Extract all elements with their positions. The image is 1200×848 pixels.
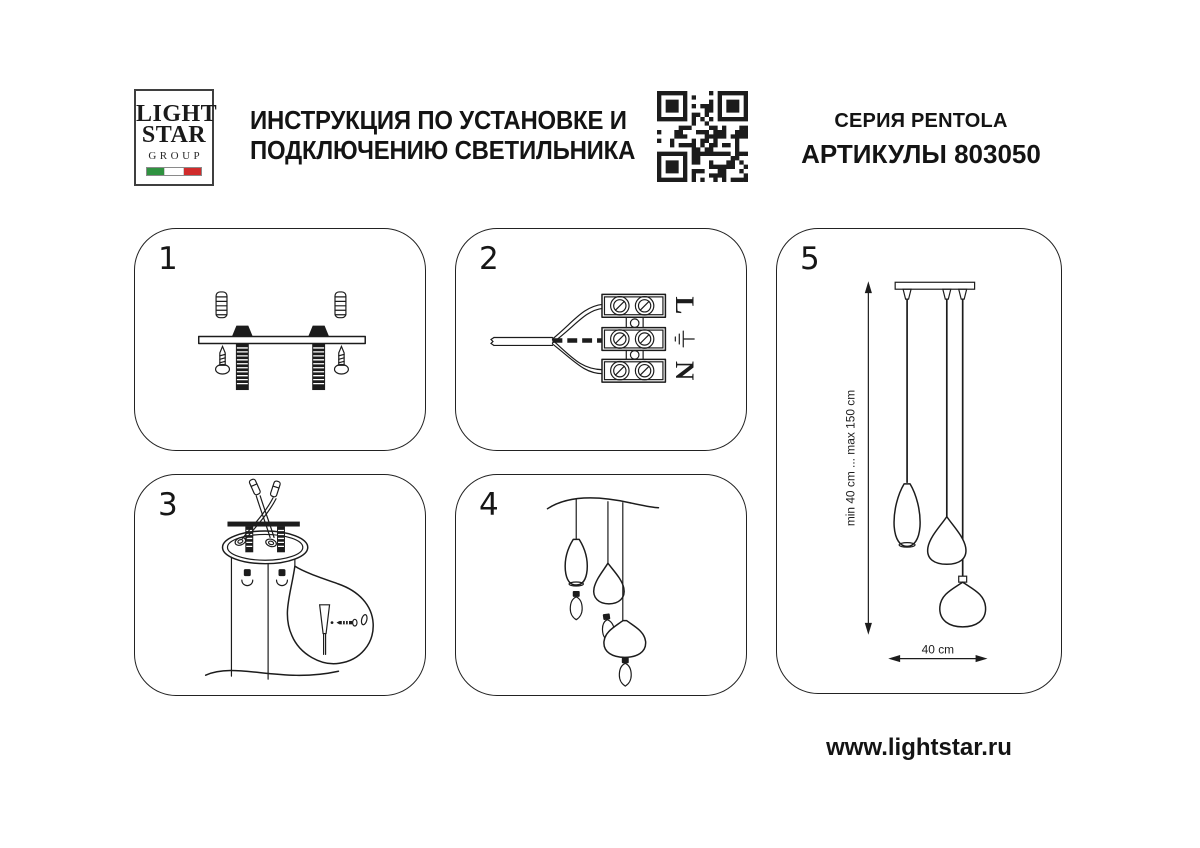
step-1-number: 1 bbox=[158, 241, 178, 277]
bulb-icon bbox=[570, 591, 582, 620]
website-url: www.lightstar.ru bbox=[826, 734, 1012, 761]
step-3-number: 3 bbox=[158, 487, 178, 523]
crimp-connector-icon bbox=[270, 480, 281, 497]
width-label: 40 cm bbox=[921, 642, 955, 657]
series-name: СЕРИЯ PENTOLA bbox=[834, 110, 1008, 132]
logo-group-text: GROUP bbox=[148, 150, 204, 162]
wire-line bbox=[552, 308, 603, 343]
italian-flag-icon bbox=[146, 167, 202, 176]
terminal-block-diagram bbox=[456, 229, 746, 450]
cord-lock-icon bbox=[242, 569, 253, 585]
shade-teardrop bbox=[928, 517, 966, 565]
shade-teardrop bbox=[594, 563, 624, 604]
bulb-icon bbox=[619, 657, 631, 686]
supply-cable bbox=[491, 338, 552, 346]
qr-code bbox=[657, 91, 748, 182]
shade-onion bbox=[940, 582, 986, 627]
terminal-row bbox=[602, 328, 665, 351]
title-line-2: ПОДКЛЮЧЕНИЮ СВЕТИЛЬНИКА bbox=[250, 135, 636, 165]
page-title bbox=[250, 105, 635, 165]
wall-plug-icon bbox=[335, 292, 346, 318]
line-label: L bbox=[670, 296, 701, 315]
neutral-label: N bbox=[670, 361, 701, 381]
mounting-hardware-diagram bbox=[135, 229, 425, 450]
title-line-1: ИНСТРУКЦИЯ ПО УСТАНОВКЕ И bbox=[250, 105, 627, 135]
product-info bbox=[781, 110, 1061, 170]
cord-nipples bbox=[903, 289, 967, 299]
cord-lock-icon bbox=[277, 569, 288, 585]
mounting-bar bbox=[199, 337, 365, 344]
ceiling-bar bbox=[895, 282, 974, 289]
shade-elongated bbox=[565, 539, 587, 585]
mounting-bar bbox=[227, 522, 299, 527]
height-range-label: min 40 cm ... max 150 cm bbox=[843, 389, 858, 527]
bolt-icon bbox=[232, 326, 253, 390]
flag-white-stripe bbox=[165, 168, 183, 175]
terminal-hole bbox=[630, 351, 639, 360]
article-number: АРТИКУЛЫ 803050 bbox=[801, 139, 1041, 169]
flag-red-stripe bbox=[184, 168, 201, 175]
shade-neck bbox=[959, 576, 967, 582]
step-4-number: 4 bbox=[479, 487, 499, 523]
shade-onion bbox=[604, 621, 646, 658]
threaded-rod-icon bbox=[277, 527, 285, 553]
step-3-panel bbox=[134, 474, 426, 696]
dimensions-diagram bbox=[777, 229, 1061, 693]
height-dimension-arrow bbox=[865, 281, 872, 635]
screw-icon bbox=[335, 346, 349, 374]
step-5-number: 5 bbox=[800, 241, 820, 277]
detail-magnifier-bubble bbox=[287, 566, 373, 664]
bolt-icon bbox=[308, 326, 329, 390]
flag-green-stripe bbox=[147, 168, 165, 175]
screw-icon bbox=[216, 346, 230, 374]
logo-light-text: LIGHT bbox=[136, 101, 218, 127]
shade-installation-diagram bbox=[456, 475, 746, 695]
wall-plug-icon bbox=[216, 292, 227, 318]
crimp-connector-icon bbox=[249, 478, 261, 495]
logo-star-text: STAR bbox=[141, 122, 207, 148]
fabric-curve bbox=[206, 671, 339, 676]
step-1-panel bbox=[134, 228, 426, 451]
canopy-wiring-diagram bbox=[135, 475, 425, 695]
terminal-hole bbox=[630, 319, 639, 328]
terminal-row bbox=[602, 294, 665, 317]
lightstar-logo bbox=[134, 89, 218, 186]
step-4-panel bbox=[455, 474, 747, 696]
qr-code-icon bbox=[657, 91, 748, 182]
shade-elongated bbox=[894, 484, 920, 547]
ceiling-curve bbox=[547, 498, 658, 509]
cord-lines bbox=[231, 557, 294, 679]
step-2-panel bbox=[455, 228, 747, 451]
wire-neutral bbox=[552, 340, 603, 370]
earth-icon bbox=[675, 331, 694, 347]
terminal-row bbox=[602, 359, 665, 382]
step-5-panel bbox=[776, 228, 1062, 694]
step-2-number: 2 bbox=[479, 241, 499, 277]
